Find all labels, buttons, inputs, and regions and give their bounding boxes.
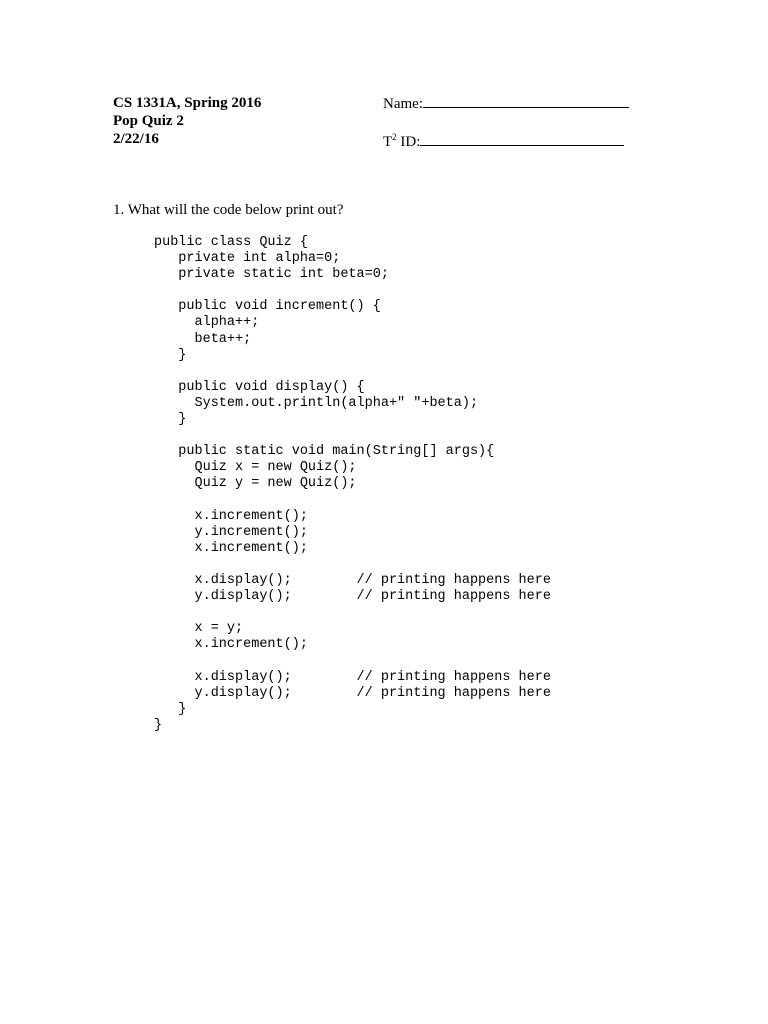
code-line xyxy=(154,557,551,573)
id-label-suffix: ID: xyxy=(396,134,421,150)
code-line xyxy=(154,364,551,380)
code-line: System.out.println(alpha+" "+beta); xyxy=(154,395,479,411)
question-prompt: 1. What will the code below print out? xyxy=(113,202,344,218)
id-label-prefix: T xyxy=(383,134,393,150)
code-line xyxy=(154,605,551,621)
code-line: x.increment(); xyxy=(154,508,308,524)
code-line: } xyxy=(154,717,163,733)
quiz-title: Pop Quiz 2 xyxy=(113,113,184,129)
code-line: x.display(); // printing happens here xyxy=(154,572,551,588)
code-line: y.display(); // printing happens here xyxy=(154,685,551,701)
student-info xyxy=(383,94,629,151)
code-line: Quiz x = new Quiz(); xyxy=(154,460,357,476)
name-blank[interactable] xyxy=(423,94,629,108)
code-line: x.increment(); xyxy=(154,637,308,653)
code-line xyxy=(154,493,551,509)
code-line: x.increment(); xyxy=(154,540,308,556)
id-label-superscript: 2 xyxy=(392,132,397,142)
id-blank[interactable] xyxy=(420,132,624,146)
code-line: } xyxy=(154,701,187,717)
code-line: private int alpha=0; xyxy=(154,251,341,267)
name-field-row xyxy=(383,94,629,113)
code-line: public class Quiz { xyxy=(154,235,308,250)
code-line: y.increment(); xyxy=(154,524,308,540)
quiz-date: 2/22/16 xyxy=(113,131,159,147)
code-line: x = y; xyxy=(154,621,244,637)
code-line: public static void main(String[] args){ xyxy=(154,444,495,460)
code-line: beta++; xyxy=(154,331,252,347)
code-line: x.display(); // printing happens here xyxy=(154,669,551,685)
code-listing xyxy=(154,235,551,734)
code-line xyxy=(154,428,551,444)
code-line: } xyxy=(154,412,187,428)
code-line: Quiz y = new Quiz(); xyxy=(154,476,357,492)
code-line: private static int beta=0; xyxy=(154,267,389,283)
course-header xyxy=(113,94,261,148)
code-line: alpha++; xyxy=(154,315,260,331)
code-line: public void display() { xyxy=(154,379,365,395)
code-line xyxy=(154,283,551,299)
code-line: public void increment() { xyxy=(154,299,381,315)
name-label: Name: xyxy=(383,96,423,112)
code-line: y.display(); // printing happens here xyxy=(154,589,551,605)
code-line xyxy=(154,653,551,669)
id-field-row xyxy=(383,132,629,151)
code-line: } xyxy=(154,347,187,363)
course-title: CS 1331A, Spring 2016 xyxy=(113,95,262,111)
